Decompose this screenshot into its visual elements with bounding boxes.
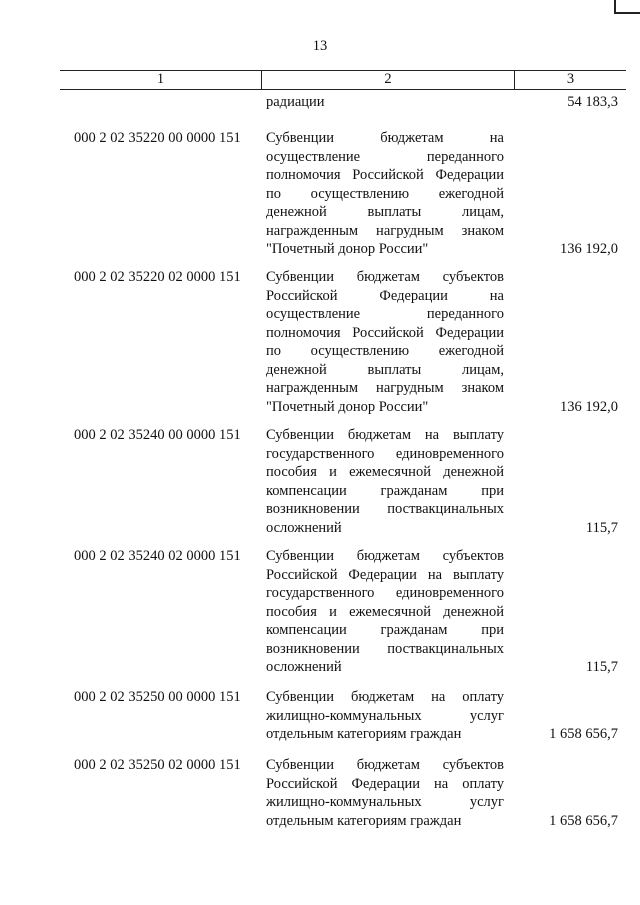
description-line: компенсации гражданам при bbox=[266, 482, 504, 499]
page-number: 13 bbox=[312, 38, 328, 54]
description-line: Субвенции бюджетам на выплату bbox=[266, 427, 504, 443]
amount-value: 136 192,0 bbox=[560, 241, 618, 257]
description-line: государственного единовременного bbox=[266, 585, 504, 601]
description-line: возникновении поствакцинальных bbox=[266, 640, 504, 657]
description-line: осуществление переданного bbox=[266, 148, 504, 165]
description-line: Российской Федерации на оплату bbox=[266, 775, 504, 792]
budget-code: 000 2 02 35250 00 0000 151 bbox=[74, 689, 241, 705]
description-line: денежной выплаты лицам, bbox=[266, 204, 504, 220]
table-header bbox=[60, 70, 626, 90]
description-line: пособия и ежемесячной денежной bbox=[266, 603, 504, 620]
description-line: Российской Федерации на выплату bbox=[266, 566, 504, 583]
description-line: осуществление переданного bbox=[266, 306, 504, 322]
description-line: радиации bbox=[266, 94, 325, 110]
description-line: полномочия Российской Федерации bbox=[266, 324, 504, 341]
item-description bbox=[266, 129, 504, 259]
amount-value: 1 658 656,7 bbox=[549, 812, 618, 829]
description-line: денежной выплаты лицам, bbox=[266, 361, 504, 378]
budget-code: 000 2 02 35220 00 0000 151 bbox=[74, 130, 241, 146]
amount-value: 136 192,0 bbox=[560, 398, 618, 415]
amount-value: 115,7 bbox=[585, 659, 618, 675]
item-description bbox=[266, 688, 504, 744]
amount-value: 1 658 656,7 bbox=[549, 726, 618, 742]
description-line: по осуществлению ежегодной bbox=[266, 343, 504, 359]
budget-code: 000 2 02 35250 02 0000 151 bbox=[74, 757, 241, 773]
description-line: компенсации гражданам при bbox=[266, 622, 504, 638]
description-line: осложнений bbox=[266, 519, 342, 536]
description-line: жилищно-коммунальных услуг bbox=[266, 794, 504, 810]
description-line: пособия и ежемесячной денежной bbox=[266, 464, 504, 480]
description-line: Субвенции бюджетам субъектов bbox=[266, 269, 504, 285]
description-line: награжденным нагрудным знаком bbox=[266, 380, 504, 396]
budget-code: 000 2 02 35240 00 0000 151 bbox=[74, 427, 241, 443]
amount-value: 115,7 bbox=[585, 519, 618, 536]
description-line: отдельным категориям граждан bbox=[266, 726, 462, 742]
description-line: осложнений bbox=[266, 659, 342, 675]
amount-value: 54 183,3 bbox=[567, 94, 618, 110]
item-description bbox=[266, 426, 504, 537]
description-line: по осуществлению ежегодной bbox=[266, 185, 504, 202]
description-line: Российской Федерации на bbox=[266, 287, 504, 304]
description-line: жилищно-коммунальных услуг bbox=[266, 707, 504, 724]
description-line: отдельным категориям граждан bbox=[266, 812, 462, 829]
description-line: возникновении поствакцинальных bbox=[266, 501, 504, 517]
description-line: полномочия Российской Федерации bbox=[266, 167, 504, 183]
header-col-1: 1 bbox=[156, 71, 165, 87]
description-line: Субвенции бюджетам на bbox=[266, 130, 504, 146]
description-line: Субвенции бюджетам на оплату bbox=[266, 689, 504, 705]
header-col-2: 2 bbox=[261, 71, 515, 89]
item-description bbox=[266, 547, 504, 677]
item-description bbox=[266, 268, 504, 416]
item-description bbox=[266, 756, 504, 830]
corner-crop-mark bbox=[614, 0, 640, 14]
description-line: "Почетный донор России" bbox=[266, 398, 429, 415]
description-line: государственного единовременного bbox=[266, 445, 504, 462]
budget-code: 000 2 02 35240 02 0000 151 bbox=[74, 548, 241, 564]
header-col-3: 3 bbox=[566, 71, 575, 87]
budget-code: 000 2 02 35220 02 0000 151 bbox=[74, 269, 241, 285]
description-line: награжденным нагрудным знаком bbox=[266, 222, 504, 239]
description-line: Субвенции бюджетам субъектов bbox=[266, 548, 504, 564]
description-line: "Почетный донор России" bbox=[266, 241, 429, 257]
item-description bbox=[266, 93, 504, 112]
description-line: Субвенции бюджетам субъектов bbox=[266, 757, 504, 773]
